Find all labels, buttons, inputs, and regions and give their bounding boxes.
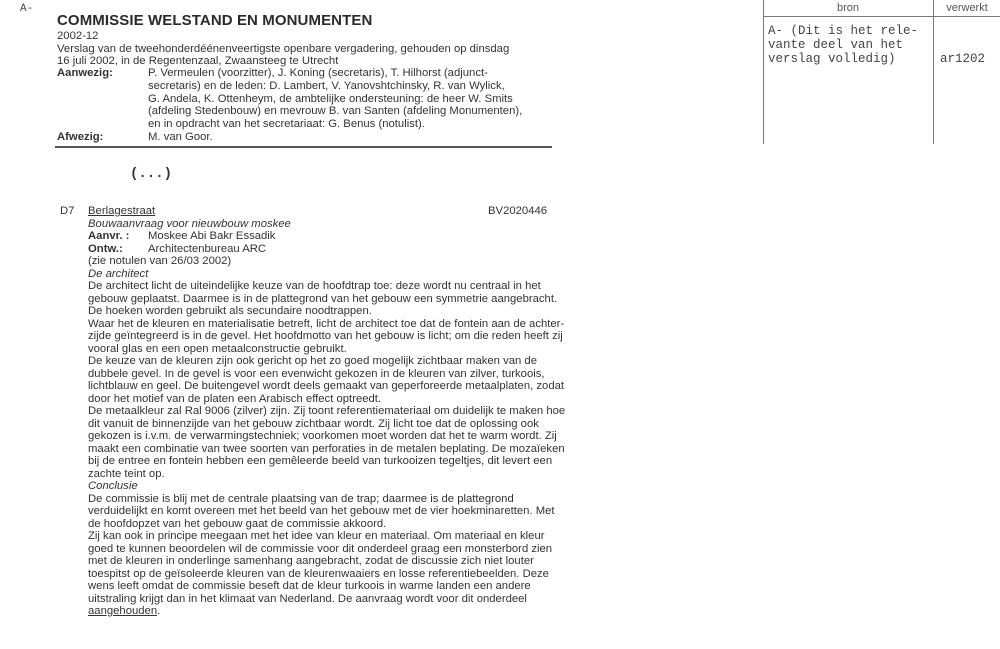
architect-paragraph-line: dit vanuit de binnenzijde van het gebouw zichtbaar wordt. Zij licht toe dat de oplossing ook (88, 417, 539, 430)
intro-line: 16 juli 2002, in de Regentenzaal, Zwaansteeg te Utrecht (57, 55, 339, 67)
architect-paragraph-line: lichtblauw en geel. De buitengevel wordt deels gemaakt van geperforeerde metaalplaten, zodat (88, 380, 565, 392)
col-source-header: bron (836, 2, 860, 14)
decision-end: . (157, 605, 161, 617)
present-line: secretaris) en de leden: D. Lambert, V. Yanovshtchinsky, R. van Wylick, (148, 79, 505, 92)
architect-paragraph-line: door het motief van de platen een Arabisch effect optreedt. (88, 392, 382, 405)
architect-heading: De architect (88, 267, 149, 280)
item-reference: BV2020446 (488, 205, 548, 217)
header-rule (55, 146, 552, 148)
margin-mark: A- (20, 3, 34, 15)
item-code: D7 (60, 205, 75, 217)
intro-line: Verslag van de tweehonderdéénenveertigste openbare vergadering, gehouden op dinsdag (57, 42, 510, 55)
conclusion-paragraph-line: Zij kan ook in principe meegaan met het idee van kleur en materiaal. Om materiaal en kleur (88, 530, 545, 542)
absent-label: Afwezig: (57, 131, 104, 143)
designer: Architectenbureau ARC (148, 242, 267, 255)
conclusion-paragraph-line: uitstraling krijgt dan in het klimaat van Nederland. De aanvraag wordt voor dit onderdeel (88, 592, 527, 605)
item-subtitle: Bouwaanvraag voor nieuwbouw moskee (88, 217, 291, 230)
source-line: A- (Dit is het rele- (768, 24, 919, 38)
table-border-left (763, 0, 764, 144)
conclusion-paragraph-line: goed te kunnen beoordelen wil de commissie voor dit onderdeel graag een monsterbord zien (88, 542, 553, 555)
absent-value: M. van Goor. (148, 131, 213, 143)
architect-paragraph-line: zijde geïntegreerd is in de gevel. Het hoofdmotto van het gebouw is licht; om die reden heeft zij (88, 330, 563, 342)
document-title: COMMISSIE WELSTAND EN MONUMENTEN (57, 12, 373, 29)
conclusion-paragraph-line: de hoofdopzet van het gebouw gaat de commissie akkoord. (88, 517, 387, 530)
source-line: verslag volledig) (768, 52, 896, 66)
conclusion-paragraph-line: met de kleuren in onderlinge samenhang aangebracht, zodat de discussie zich niet louter (88, 555, 534, 567)
architect-paragraph-line: De hoeken worden gebruikt als secundaire noodtrappen. (88, 305, 372, 317)
decision-line (88, 605, 160, 618)
processed-value: ar1202 (940, 52, 986, 66)
applicant-label: Aanvr. : (88, 230, 130, 242)
present-label: Aanwezig: (57, 67, 113, 79)
meeting-number: 2002-12 (57, 30, 99, 42)
designer-label: Ontw.: (88, 242, 123, 255)
architect-paragraph-line: De metaalkleur zal Ral 9006 (zilver) zijn. Zij toont referentiemateriaal om duidelijk te maken hoe (88, 405, 566, 417)
conclusion-heading: Conclusie (88, 480, 138, 492)
present-line: (afdeling Stedenbouw) en mevrouw B. van Santen (afdeling Monumenten), (148, 105, 523, 118)
ellipsis: (...) (130, 166, 173, 182)
architect-paragraph-line: gekozen is i.v.m. de verwarmingstechniek; voorkomen moet worden dat het te warm wordt. Zij (88, 430, 557, 442)
architect-paragraph-line: zachte teint op. (88, 467, 165, 480)
conclusion-paragraph-line: De commissie is blij met de centrale plaatsing van de trap; daarmee is de plattegrond (88, 492, 514, 505)
source-line: vante deel van het (768, 38, 904, 52)
present-line: en in opdracht van het secretariaat: G. Benus (notulist). (148, 118, 425, 131)
architect-paragraph-line: Waar het de kleuren en materialisatie betreft, licht de architect toe dat de fontein aan de achter- (88, 317, 565, 330)
item-note: (zie notulen van 26/03 2002) (88, 255, 232, 267)
architect-paragraph-line: maakt een combinatie van twee soorten van perforaties in de metalen beplating. De mozaïeken (88, 442, 565, 455)
decision: aangehouden (88, 605, 158, 617)
architect-paragraph-line: De keuze van de kleuren zijn ook gericht op het zo goed mogelijk zichtbaar maken van de (88, 355, 538, 367)
architect-paragraph-line: gebouw geplaatst. Daarmee is in de plattegrond van het gebouw een symmetrie aangebracht. (88, 292, 558, 305)
present-line: G. Andela, K. Ottenheym, de ambtelijke ondersteuning: de heer W. Smits (148, 92, 513, 105)
conclusion-paragraph-line: verduidelijkt en komt overeen met het beeld van het gebouw met de vier hoekminaretten. Met (88, 505, 555, 517)
applicant: Moskee Abi Bakr Essadik (148, 230, 276, 242)
architect-paragraph-line: dubbele gevel. In de gevel is voor een evenwicht gekozen in de kleuren van zilver, turkoois, (88, 367, 545, 380)
architect-paragraph-line: vooral glas en een open metaalconstructie gebruikt. (88, 342, 347, 355)
architect-paragraph-line: bij de entree en fontein hebben een gemêleerde beeld van turkooizen tegeltjes, dit levert een (88, 455, 553, 467)
conclusion-paragraph-line: toespitst op de geïsoleerde kleuren van de kleurenwaaiers en losse referentiebeelden. Deze (88, 567, 549, 580)
architect-paragraph-line: De architect licht de uiteindelijke keuze van de hoofdtrap toe: deze wordt nu centraal in het (88, 280, 541, 292)
col-processed-header: verwerkt (946, 2, 988, 14)
item-street: Berlagestraat (88, 205, 156, 217)
table-header-rule (763, 16, 1000, 17)
conclusion-paragraph-line: wens leeft omdat de commissie beseft dat de kleur turkoois in warme landen een andere (88, 580, 531, 592)
table-divider (933, 0, 934, 144)
present-line: P. Vermeulen (voorzitter), J. Koning (secretaris), T. Hilhorst (adjunct- (148, 67, 488, 79)
